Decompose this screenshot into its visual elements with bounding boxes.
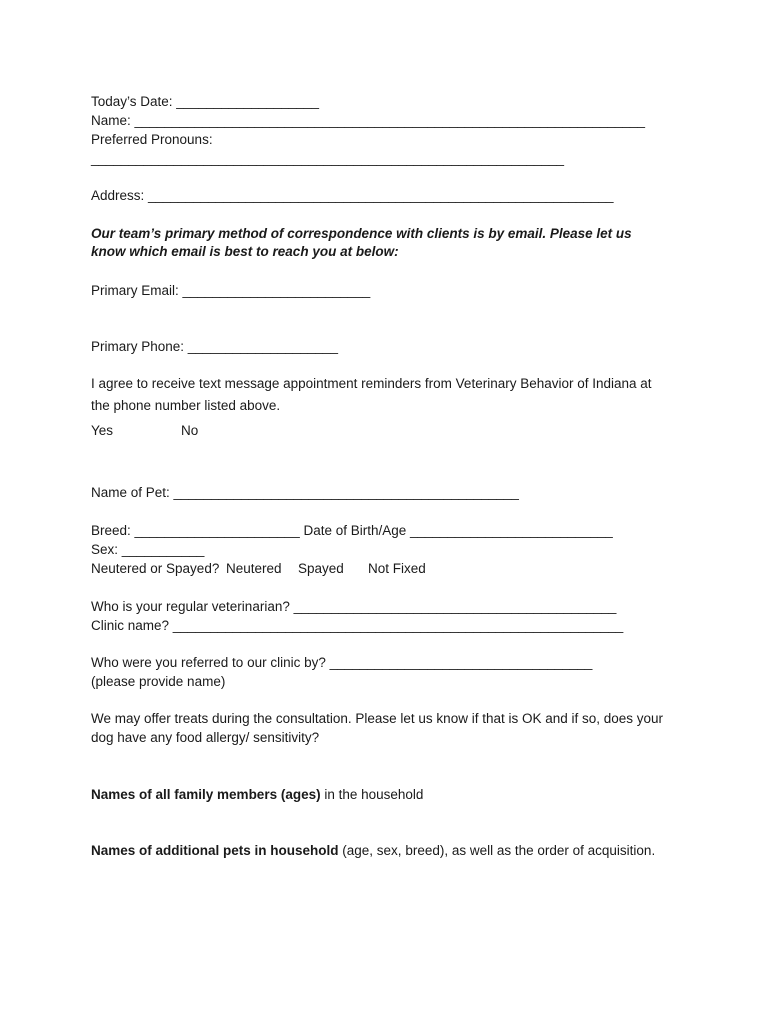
text-yes-option[interactable]: Yes xyxy=(91,423,114,438)
primary-email-field[interactable]: Primary Email: _________________________ xyxy=(91,283,371,298)
text-no-option[interactable]: No xyxy=(181,423,199,438)
address-field[interactable]: Address: ______________________________________________________________ xyxy=(91,188,614,203)
primary-phone-field[interactable]: Primary Phone: ____________________ xyxy=(91,339,338,354)
not-fixed-option[interactable]: Not Fixed xyxy=(368,561,426,576)
additional-pets-rest: (age, sex, breed), as well as the order of acquisition. xyxy=(338,843,656,858)
additional-pets-bold: Names of additional pets in household xyxy=(91,843,339,858)
todays-date-field[interactable]: Today’s Date: ___________________ xyxy=(91,94,319,109)
referred-note: (please provide name) xyxy=(91,674,226,689)
treats-line-2: dog have any food allergy/ sensitivity? xyxy=(91,730,320,745)
pronouns-label: Preferred Pronouns: xyxy=(91,132,213,147)
email-note-line-1: Our team’s primary method of correspondence with clients is by email. Please let us xyxy=(91,226,632,241)
neutered-option[interactable]: Neutered xyxy=(226,561,282,576)
text-agreement-line-2: the phone number listed above. xyxy=(91,398,281,413)
pronouns-field[interactable]: _______________________________________________________________ xyxy=(91,151,565,166)
breed-dob-field[interactable]: Breed: ______________________ Date of Birth/Age ___________________________ xyxy=(91,523,613,538)
name-field[interactable]: Name: ____________________________________________________________________ xyxy=(91,113,646,128)
referred-by-field[interactable]: Who were you referred to our clinic by? ___________________________________ xyxy=(91,655,593,670)
family-members-prompt xyxy=(91,786,423,804)
sex-field[interactable]: Sex: ___________ xyxy=(91,542,205,557)
email-note-line-2: know which email is best to reach you at below: xyxy=(91,244,399,259)
family-members-bold: Names of all family members (ages) xyxy=(91,787,321,802)
family-members-rest: in the household xyxy=(320,787,424,802)
additional-pets-prompt xyxy=(91,842,655,860)
text-agreement-line-1: I agree to receive text message appointment reminders from Veterinary Behavior of Indiana at xyxy=(91,376,652,391)
spayed-option[interactable]: Spayed xyxy=(298,561,344,576)
neutered-label: Neutered or Spayed? xyxy=(91,561,220,576)
pet-name-field[interactable]: Name of Pet: ______________________________________________ xyxy=(91,485,519,500)
treats-line-1: We may offer treats during the consultation. Please let us know if that is OK and if so, does your xyxy=(91,711,664,726)
veterinarian-field[interactable]: Who is your regular veterinarian? ___________________________________________ xyxy=(91,599,617,614)
clinic-name-field[interactable]: Clinic name? ____________________________________________________________ xyxy=(91,618,624,633)
